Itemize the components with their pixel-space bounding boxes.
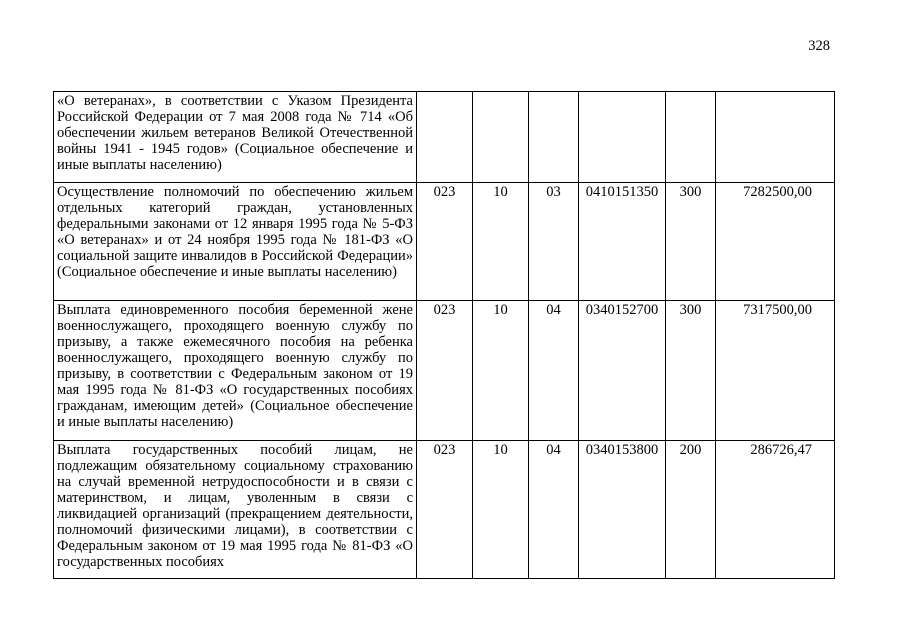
subsection-code-cell xyxy=(529,92,579,183)
section-code-cell: 10 xyxy=(473,301,529,441)
expense-type-cell: 300 xyxy=(666,301,716,441)
row-description: Выплата государственных пособий лицам, не подлежащим обязательному социальному страхованию на случай временной нетрудоспособности и в связи с материнством, и лицам, уволенным в связи с ликвидацией организаций (прекращением деятельности, полномочий физическими лицами), в соответствии с Федеральным законом от 19 мая 1995 года № 81-ФЗ «О государственных пособиях xyxy=(54,441,417,579)
admin-code-cell: 023 xyxy=(417,301,473,441)
admin-code-cell: 023 xyxy=(417,183,473,301)
table-row xyxy=(54,183,835,301)
expense-type-cell: 300 xyxy=(666,183,716,301)
section-code-cell: 10 xyxy=(473,441,529,579)
admin-code-cell: 023 xyxy=(417,441,473,579)
target-article-cell: 0340152700 xyxy=(579,301,666,441)
table-row xyxy=(54,301,835,441)
subsection-code-cell: 04 xyxy=(529,301,579,441)
admin-code-cell xyxy=(417,92,473,183)
target-article-cell: 0340153800 xyxy=(579,441,666,579)
row-description: Осуществление полномочий по обеспечению жильем отдельных категорий граждан, установленных федеральными законами от 12 января 1995 года № 5-ФЗ «О ветеранах» и от 24 ноября 1995 года № 181-ФЗ «О социальной защите инвалидов в Российской Федерации» (Социальное обеспечение и иные выплаты населению) xyxy=(54,183,417,301)
amount-cell: 286726,47 xyxy=(716,441,835,579)
target-article-cell xyxy=(579,92,666,183)
section-code-cell: 10 xyxy=(473,183,529,301)
amount-cell: 7282500,00 xyxy=(716,183,835,301)
budget-table xyxy=(53,91,835,579)
expense-type-cell xyxy=(666,92,716,183)
page-number: 328 xyxy=(808,38,830,54)
table-row xyxy=(54,92,835,183)
target-article-cell: 0410151350 xyxy=(579,183,666,301)
row-description: «О ветеранах», в соответствии с Указом Президента Российской Федерации от 7 мая 2008 года № 714 «Об обеспечении жильем ветеранов Великой Отечественной войны 1941 - 1945 годов» (Социальное обеспечение и иные выплаты населению) xyxy=(54,92,417,183)
subsection-code-cell: 03 xyxy=(529,183,579,301)
amount-cell: 7317500,00 xyxy=(716,301,835,441)
row-description: Выплата единовременного пособия беременной жене военнослужащего, проходящего военную службу по призыву, а также ежемесячного пособия на ребенка военнослужащего, проходящего военную службу по призыву, в соответствии с Федеральным законом от 19 мая 1995 года № 81-ФЗ «О государственных пособиях гражданам, имеющим детей» (Социальное обеспечение и иные выплаты населению) xyxy=(54,301,417,441)
expense-type-cell: 200 xyxy=(666,441,716,579)
table-row xyxy=(54,441,835,579)
amount-cell xyxy=(716,92,835,183)
section-code-cell xyxy=(473,92,529,183)
subsection-code-cell: 04 xyxy=(529,441,579,579)
